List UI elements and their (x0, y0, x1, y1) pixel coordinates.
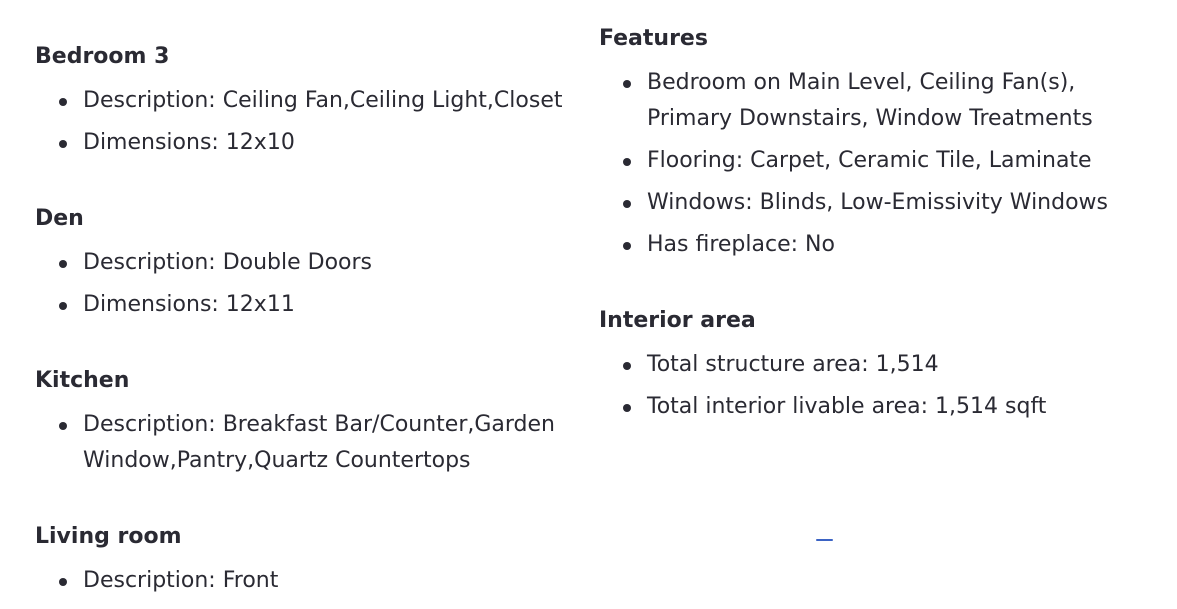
list-item (599, 227, 1159, 263)
fact-list (599, 347, 1159, 425)
list-item (599, 65, 1159, 137)
fact-list (35, 563, 580, 599)
list-item-text: Flooring: Carpet, Ceramic Tile, Laminate (647, 148, 1092, 173)
fact-list (599, 65, 1159, 263)
list-item (599, 185, 1159, 221)
list-item (599, 389, 1159, 425)
list-item-text: Description: Ceiling Fan,Ceiling Light,Closet (83, 88, 563, 113)
list-item-text: Windows: Blinds, Low-Emissivity Windows (647, 190, 1109, 215)
list-item (599, 143, 1159, 179)
list-item (35, 563, 580, 599)
underline-mark (816, 539, 833, 541)
fact-list (35, 83, 580, 161)
list-item (35, 83, 580, 119)
section-heading: Interior area (599, 308, 756, 333)
section-den (35, 203, 580, 329)
section-living-room (35, 521, 580, 605)
list-item (35, 125, 580, 161)
section-heading: Den (35, 206, 84, 231)
fact-list (35, 245, 580, 323)
section-heading: Bedroom 3 (35, 44, 170, 69)
list-item (35, 287, 580, 323)
list-item (35, 245, 580, 281)
list-item (599, 347, 1159, 383)
list-item-text: Total interior livable area: 1,514 sqft (647, 394, 1047, 419)
fact-list (35, 407, 580, 479)
section-kitchen (35, 365, 580, 485)
list-item-text: Description: Breakfast Bar/Counter,Garden Window,Pantry,Quartz Countertops (83, 412, 555, 473)
list-item-text: Bedroom on Main Level, Ceiling Fan(s), Primary Downstairs, Window Treatments (647, 70, 1093, 131)
list-item-text: Has fireplace: No (647, 232, 835, 257)
list-item (35, 407, 580, 479)
section-bedroom-3 (35, 41, 580, 167)
section-features (599, 23, 1159, 269)
list-item-text: Dimensions: 12x11 (83, 292, 295, 317)
section-heading: Features (599, 26, 708, 51)
section-heading: Living room (35, 524, 182, 549)
list-item-text: Description: Double Doors (83, 250, 373, 275)
list-item-text: Total structure area: 1,514 (647, 352, 939, 377)
list-item-text: Dimensions: 12x10 (83, 130, 295, 155)
section-heading: Kitchen (35, 368, 130, 393)
section-interior-area (599, 305, 1159, 431)
list-item-text: Description: Front (83, 568, 279, 593)
